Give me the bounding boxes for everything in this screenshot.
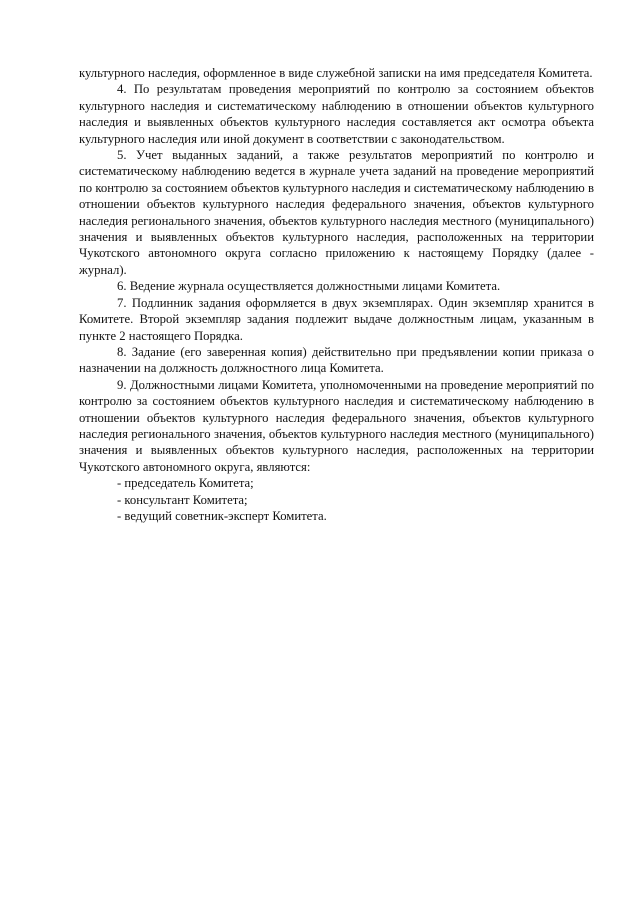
list-item: - консультант Комитета; (117, 492, 248, 507)
paragraph-item-8: 8. Задание (его заверенная копия) действительно при предъявлении копии приказа о назначении на должность должностного лица Комитета. (79, 344, 594, 376)
document-page (79, 65, 594, 524)
list-item: - ведущий советник-эксперт Комитета. (117, 508, 327, 523)
list-item: - председатель Комитета; (117, 476, 254, 491)
paragraph-item-9: 9. Должностными лицами Комитета, уполномоченными на проведение мероприятий по контролю за состоянием объектов культурного наследия и систематическому наблюдению в отношении объектов культурного наследия федерального значения, объектов культурного наследия регионального значения, объектов культурного наследия местного (муниципального) значения и выявленных объектов культурного наследия, расположенных на территории Чукотского автономного округа, являются: (79, 377, 594, 474)
paragraph-item-7: 7. Подлинник задания оформляется в двух экземплярах. Один экземпляр хранится в Комитете. Второй экземпляр задания подлежит выдаче должностным лицам, указанным в пункте 2 настоящего Порядка. (79, 295, 594, 343)
paragraph-item-4: 4. По результатам проведения мероприятий по контролю за состоянием объектов культурного наследия и систематическому наблюдению в отношении объектов культурного наследия и выявленных объектов культурного наследия составляется акт осмотра объекта культурного наследия или иной документ в соответствии с законодательством. (79, 82, 594, 146)
paragraph-item-5: 5. Учет выданных заданий, а также результатов мероприятий по контролю и систематическому наблюдению ведется в журнале учета заданий на проведение мероприятий по контролю за состоянием объектов культурного наследия и систематическому наблюдению в отношении объектов культурного наследия федерального значения, объектов культурного наследия регионального значения, объектов культурного наследия местного (муниципального) значения и выявленных объектов культурного наследия, расположенных на территории Чукотского автономного округа согласно приложению к настоящему Порядку (далее - журнал). (79, 148, 594, 277)
paragraph-continuation: культурного наследия, оформленное в виде служебной записки на имя председателя Комитета. (79, 66, 593, 80)
paragraph-item-6: 6. Ведение журнала осуществляется должностными лицами Комитета. (117, 279, 501, 294)
officials-list (79, 475, 594, 524)
